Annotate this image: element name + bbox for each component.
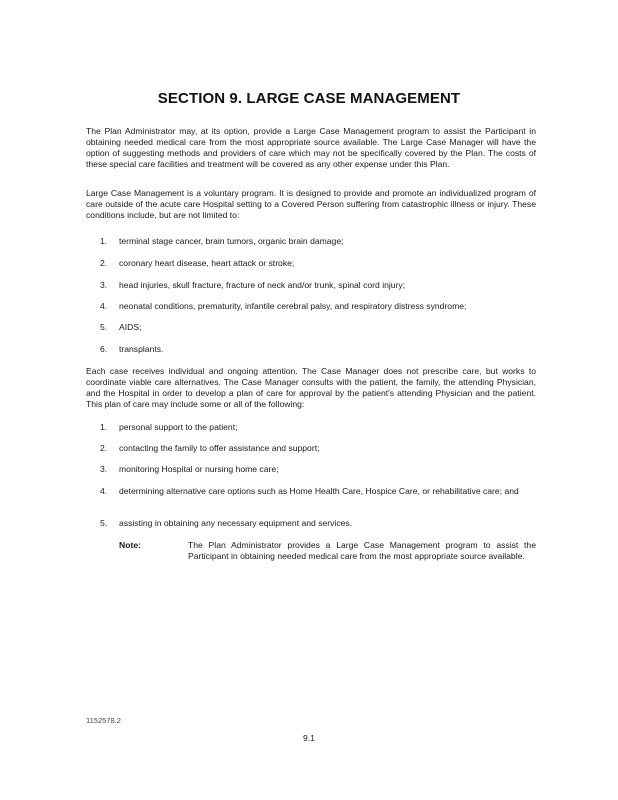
list-item-number: 2. — [100, 258, 108, 268]
list-item-text: monitoring Hospital or nursing home care; — [119, 464, 279, 474]
list-item-number: 2. — [100, 443, 108, 453]
list-item-number: 4. — [100, 486, 108, 496]
list-item-text: AIDS; — [119, 322, 142, 332]
list-item-text: determining alternative care options such as Home Health Care, Hospice Care, or rehabilitative care; and — [119, 486, 519, 496]
list-item-number: 6. — [100, 344, 108, 354]
list-item-number: 1. — [100, 422, 108, 432]
list-item-text: contacting the family to offer assistance and support; — [119, 443, 320, 453]
list-item-text: terminal stage cancer, brain tumors, organic brain damage; — [119, 236, 344, 246]
case-attention-paragraph: Each case receives individual and ongoing attention. The Case Manager does not prescribe care, but works to coordinate viable care alternatives. The Case Manager consults with the patient, the family, the attending Physician, and the Hospital in order to develop a plan of care for approval by the patient's attending Physician and the patient. This plan of care may include some or all of the following: — [86, 366, 536, 409]
list-item-text: assisting in obtaining any necessary equipment and services. — [119, 518, 353, 528]
list-item-text: head injuries, skull fracture, fracture of neck and/or trunk, spinal cord injury; — [119, 280, 406, 290]
list-item-text: transplants. — [119, 344, 164, 354]
intro-paragraph: The Plan Administrator may, at its option, provide a Large Case Management program to assist the Participant in obtaining needed medical care from the most appropriate source available. The Large Case Manager will have the option of suggesting methods and providers of care which may not be specifically covered by the Plan. The costs of these special care facilities and treatment will be covered as any other expense under this Plan. — [86, 126, 536, 169]
list-item-text: neonatal conditions, prematurity, infantile cerebral palsy, and respiratory distress syndrome; — [119, 301, 467, 311]
list-item-number: 3. — [100, 464, 108, 474]
program-description-paragraph: Large Case Management is a voluntary program. It is designed to provide and promote an individualized program of care outside of the acute care Hospital setting to a Covered Person suffering from catastrophic illness or injury. These conditions include, but are not limited to: — [86, 188, 536, 220]
list-item-number: 5. — [100, 322, 108, 332]
list-item-number: 4. — [100, 301, 108, 311]
list-item-text: coronary heart disease, heart attack or stroke; — [119, 258, 295, 268]
list-item-text: personal support to the patient; — [119, 422, 238, 432]
document-id: 1152578.2 — [86, 716, 121, 725]
list-item-number: 1. — [100, 236, 108, 246]
section-title: SECTION 9. LARGE CASE MANAGEMENT — [157, 90, 461, 107]
page-number: 9.1 — [303, 733, 315, 743]
note-text: The Plan Administrator provides a Large Case Management program to assist the Participant in obtaining needed medical care from the most appropriate source available. — [188, 540, 536, 561]
note-label: Note: — [119, 540, 141, 550]
list-item-number: 3. — [100, 280, 108, 290]
list-item-number: 5. — [100, 518, 108, 528]
